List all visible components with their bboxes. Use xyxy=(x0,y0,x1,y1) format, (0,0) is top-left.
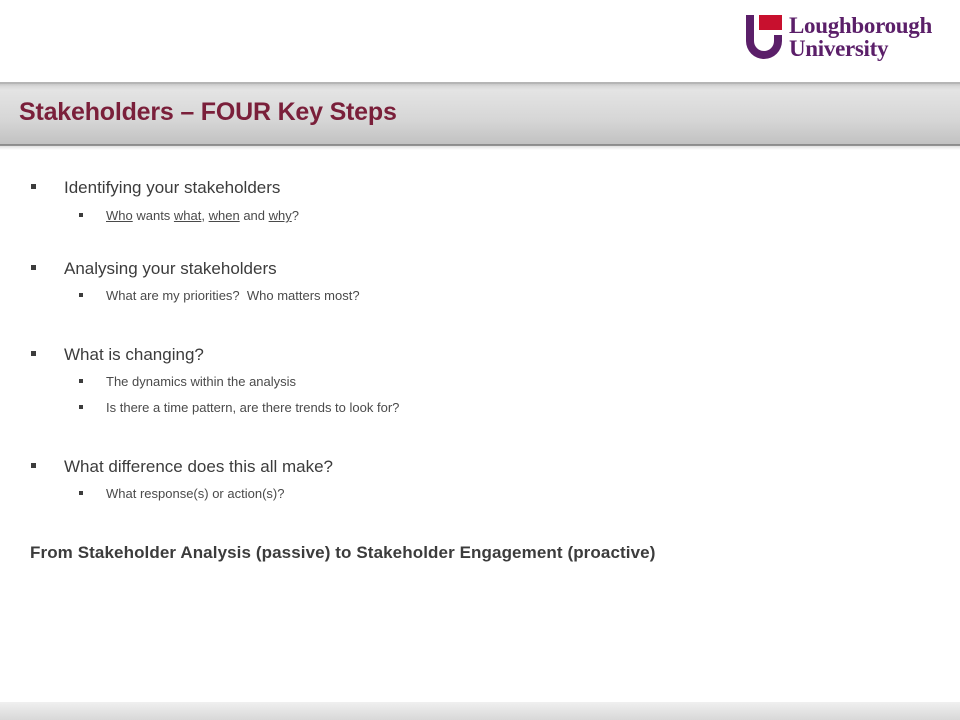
university-logo xyxy=(745,14,945,64)
section-heading: What is changing? xyxy=(64,345,204,364)
square-bullet-icon xyxy=(31,265,36,270)
section-heading: Analysing your stakeholders xyxy=(64,259,277,278)
bullet-text-part: ? xyxy=(291,208,299,223)
square-bullet-icon xyxy=(79,491,83,495)
square-bullet-icon xyxy=(31,184,36,189)
logo-wordmark xyxy=(789,14,932,60)
square-bullet-icon xyxy=(79,379,83,383)
square-bullet-icon xyxy=(31,351,36,356)
section-heading: What difference does this all make? xyxy=(64,457,333,476)
underlined-word: why xyxy=(268,208,292,223)
section-heading: Identifying your stakeholders xyxy=(64,178,281,197)
square-bullet-icon xyxy=(79,405,83,409)
title-bar xyxy=(0,82,960,146)
slide-title: Stakeholders – FOUR Key Steps xyxy=(19,98,397,126)
loughborough-shield-icon xyxy=(745,14,783,60)
underlined-word: Who xyxy=(106,208,133,223)
square-bullet-icon xyxy=(79,213,83,217)
sub-bullet: Is there a time pattern, are there trends to look for? xyxy=(106,400,400,415)
sub-bullet: What are my priorities? Who matters most? xyxy=(106,288,360,303)
sub-bullet xyxy=(106,208,299,223)
sub-bullet: What response(s) or action(s)? xyxy=(106,486,285,501)
underlined-word: what xyxy=(173,208,202,223)
underlined-word: when xyxy=(208,208,240,223)
sub-bullet: The dynamics within the analysis xyxy=(106,374,297,389)
conclusion-text: From Stakeholder Analysis (passive) to Stakeholder Engagement (proactive) xyxy=(30,543,656,562)
bullet-text-part: and xyxy=(239,208,269,223)
square-bullet-icon xyxy=(79,293,83,297)
square-bullet-icon xyxy=(31,463,36,468)
logo-line-1: Loughborough xyxy=(789,13,932,38)
logo-line-2: University xyxy=(789,36,889,61)
bullet-text-part: , xyxy=(201,208,209,223)
bullet-text-part: wants xyxy=(132,208,174,223)
footer-bar xyxy=(0,702,960,720)
